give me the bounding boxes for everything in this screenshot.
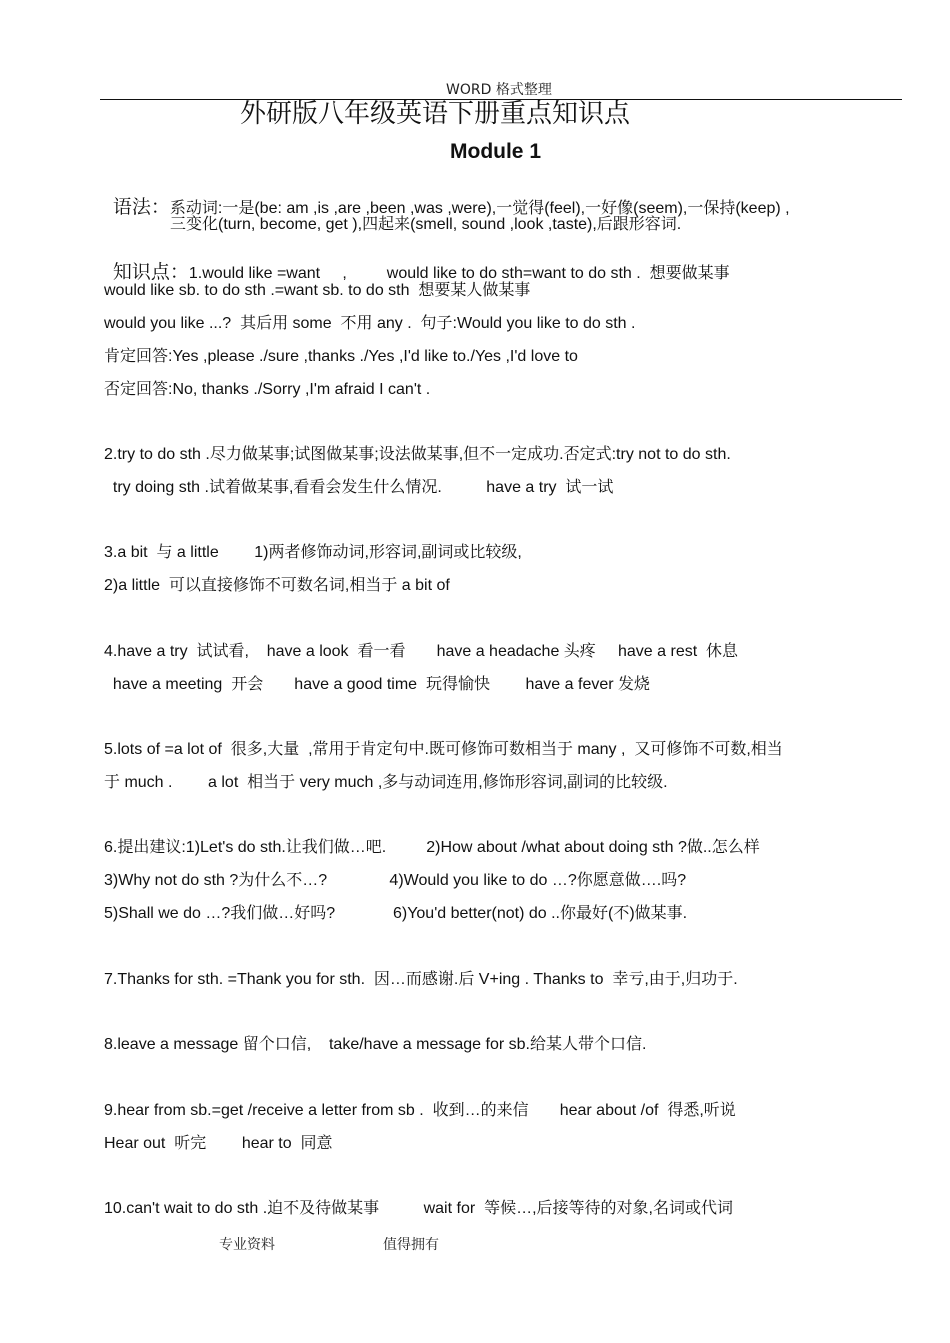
page-header-label: WORD 格式整理 [446, 82, 552, 98]
point-4-line-2: have a meeting 开会 have a good time 玩得愉快 have a fever 发烧 [104, 676, 651, 693]
point-3-line-2: 2)a little 可以直接修饰不可数名词,相当于 a bit of [104, 577, 450, 594]
point-2-line-1: 2.try to do sth .尽力做某事;试图做某事;设法做某事,但不一定成功.否定式:try not to do sth. [104, 446, 731, 463]
knowledge-label: 知识点： [112, 262, 189, 283]
grammar-line-1 [104, 182, 790, 217]
point-4-line-1: 4.have a try 试试看, have a look 看一看 have a headache 头疼 have a rest 休息 [104, 643, 739, 660]
point-9-line-2: Hear out 听完 hear to 同意 [104, 1135, 333, 1152]
document-title: 外研版八年级英语下册重点知识点 [240, 99, 631, 129]
knowledge-line-4: 肯定回答:Yes ,please ./sure ,thanks ./Yes ,I'd like to./Yes ,I'd love to [104, 348, 578, 365]
grammar-line-2: 三变化(turn, become, get ),四起来(smell, sound ,look ,taste),后跟形容词. [170, 216, 682, 233]
knowledge-line-3: would you like ...? 其后用 some 不用 any . 句子:Would you like to do sth . [104, 315, 636, 332]
grammar-label: 语法： [112, 197, 170, 218]
footer-left-label: 专业资料 [219, 1237, 275, 1253]
point-3-line-1: 3.a bit 与 a little 1)两者修饰动词,形容词,副词或比较级, [104, 544, 522, 561]
point-6-line-3: 5)Shall we do …?我们做…好吗? 6)You'd better(not) do ..你最好(不)做某事. [104, 905, 688, 922]
point-5-line-2: 于 much . a lot 相当于 very much ,多与动词连用,修饰形容词,副词的比较级. [104, 774, 668, 791]
module-heading: Module 1 [450, 140, 542, 163]
knowledge-line-5: 否定回答:No, thanks ./Sorry ,I'm afraid I can't . [104, 381, 431, 398]
point-5-line-1: 5.lots of =a lot of 很多,大量 ,常用于肯定句中.既可修饰可数相当于 many , 又可修饰不可数,相当 [104, 741, 783, 758]
knowledge-line-1 [104, 247, 730, 282]
point-6-line-2: 3)Why not do sth ?为什么不…? 4)Would you like to do …?你愿意做….吗? [104, 872, 687, 889]
point-8-line: 8.leave a message 留个口信, take/have a message for sb.给某人带个口信. [104, 1036, 647, 1053]
point-7-line: 7.Thanks for sth. =Thank you for sth. 因…而感谢.后 V+ing . Thanks to 幸亏,由于,归功于. [104, 971, 738, 988]
knowledge-line-2: would like sb. to do sth .=want sb. to do sth 想要某人做某事 [104, 282, 531, 299]
grammar-text-1: 系动词:一是(be: am ,is ,are ,been ,was ,were),一觉得(feel),一好像(seem),一保持(keep) , [169, 200, 790, 217]
point-10-line: 10.can't wait to do sth .迫不及待做某事 wait for 等候…,后接等待的对象,名词或代词 [104, 1200, 733, 1217]
point-2-line-2: try doing sth .试着做某事,看看会发生什么情况. have a try 试一试 [104, 479, 614, 496]
footer-right-label: 值得拥有 [383, 1237, 439, 1253]
knowledge-text-1: 1.would like =want , would like to do sth=want to do sth . 想要做某事 [188, 265, 730, 282]
point-9-line-1: 9.hear from sb.=get /receive a letter from sb . 收到…的来信 hear about /of 得悉,听说 [104, 1102, 736, 1119]
point-6-line-1: 6.提出建议:1)Let's do sth.让我们做…吧. 2)How about /what about doing sth ?做..怎么样 [104, 839, 760, 856]
